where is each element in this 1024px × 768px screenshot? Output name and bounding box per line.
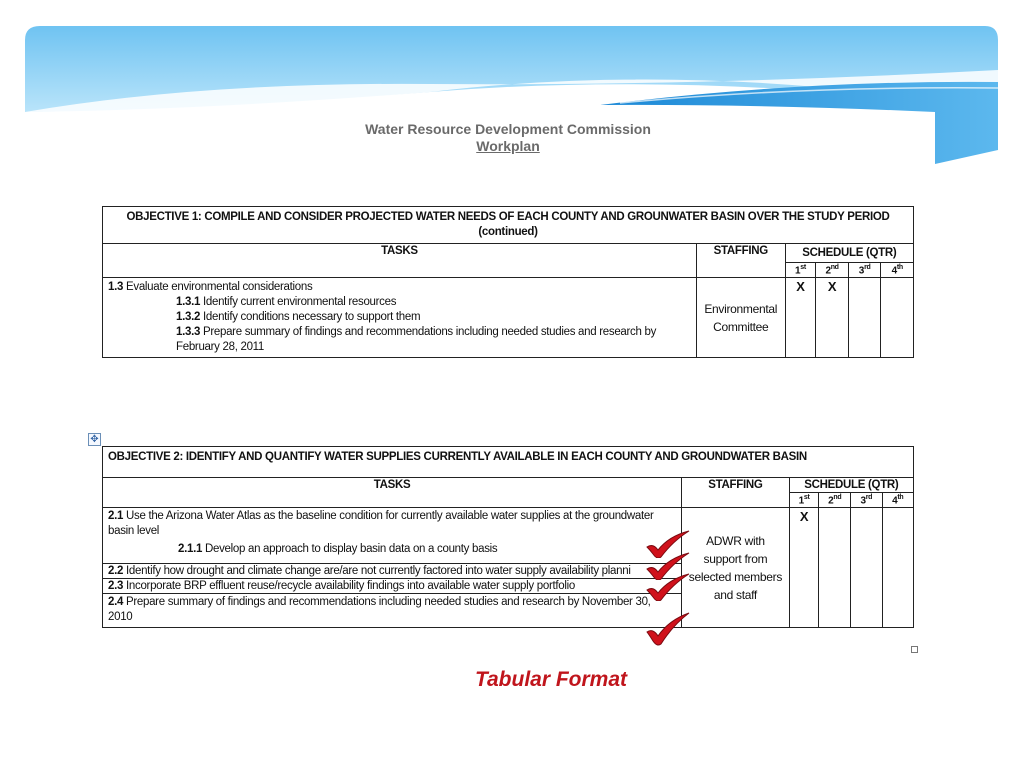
objective-2-q1-mark: X	[789, 508, 819, 628]
table-move-icon[interactable]: ✥	[88, 433, 101, 446]
task-1-3-q1-mark: X	[785, 278, 816, 358]
quarter-2-header: 2nd	[819, 493, 851, 508]
task-2-1: 2.1 Use the Arizona Water Atlas as the baseline condition for currently available water supplies at the groundwater	[108, 510, 654, 523]
checkmark-icon	[645, 573, 691, 601]
task-1-3-cell	[103, 278, 697, 358]
task-2-1-continuation: basin level	[108, 525, 160, 538]
objective-2-table	[102, 446, 914, 628]
task-1-3: 1.3 Evaluate environmental considerations	[108, 281, 313, 294]
task-2-2: 2.2 Identify how drought and climate change are/are not currently factored into water supply availability planni	[103, 564, 682, 579]
objective-1-title: OBJECTIVE 1: COMPILE AND CONSIDER PROJECTED WATER NEEDS OF EACH COUNTY AND GROUNWATER BASIN OVER THE STUDY PERIOD (continued)	[103, 207, 914, 244]
task-1-3-3-continuation: February 28, 2011	[176, 341, 265, 354]
staffing-header: STAFFING	[682, 478, 790, 508]
objective-2-q3-mark	[851, 508, 882, 628]
schedule-header: SCHEDULE (QTR)	[785, 244, 913, 263]
task-2-1-1: 2.1.1 Develop an approach to display basin data on a county basis	[178, 543, 498, 556]
document-heading	[300, 121, 716, 155]
quarter-3-header: 3rd	[851, 493, 882, 508]
task-1-3-1: 1.3.1 Identify current environmental resources	[176, 296, 397, 309]
task-1-3-2: 1.3.2 Identify conditions necessary to support them	[176, 311, 421, 324]
objective-2-title: OBJECTIVE 2: IDENTIFY AND QUANTIFY WATER SUPPLIES CURRENTLY AVAILABLE IN EACH COUNTY AND GROUNDWATER BASIN	[103, 447, 914, 478]
checkmark-icon	[645, 610, 691, 648]
task-1-3-q4-mark	[881, 278, 914, 358]
task-2-3: 2.3 Incorporate BRP effluent reuse/recycle availability findings into available water supply portfolio	[103, 579, 682, 594]
objective-2-staffing: ADWR with support from selected members and staff	[682, 508, 790, 628]
quarter-3-header: 3rd	[848, 263, 881, 278]
document-subtitle: Workplan	[476, 138, 540, 154]
objective-2-q4-mark	[882, 508, 913, 628]
document-title: Water Resource Development Commission	[365, 121, 651, 137]
quarter-2-header: 2nd	[816, 263, 849, 278]
task-1-3-3: 1.3.3 Prepare summary of findings and recommendations including needed studies and research by	[176, 326, 657, 339]
objective-2-q2-mark	[819, 508, 851, 628]
schedule-header: SCHEDULE (QTR)	[789, 478, 913, 493]
tasks-header: TASKS	[103, 478, 682, 508]
quarter-1-header: 1st	[785, 263, 816, 278]
task-1-3-q2-mark: X	[816, 278, 849, 358]
task-2-1-cell	[103, 508, 682, 564]
tasks-header: TASKS	[103, 244, 697, 278]
staffing-header: STAFFING	[696, 244, 785, 278]
quarter-4-header: 4th	[882, 493, 913, 508]
table-resize-icon[interactable]	[911, 646, 918, 653]
quarter-1-header: 1st	[789, 493, 819, 508]
slide-caption: Tabular Format	[474, 668, 628, 691]
quarter-4-header: 4th	[881, 263, 914, 278]
task-2-4: 2.4 Prepare summary of findings and recommendations including needed studies and research by November 30, 2010	[103, 594, 682, 628]
task-1-3-q3-mark	[848, 278, 881, 358]
objective-1-table	[102, 206, 914, 358]
task-1-3-staffing: Environmental Committee	[696, 278, 785, 358]
